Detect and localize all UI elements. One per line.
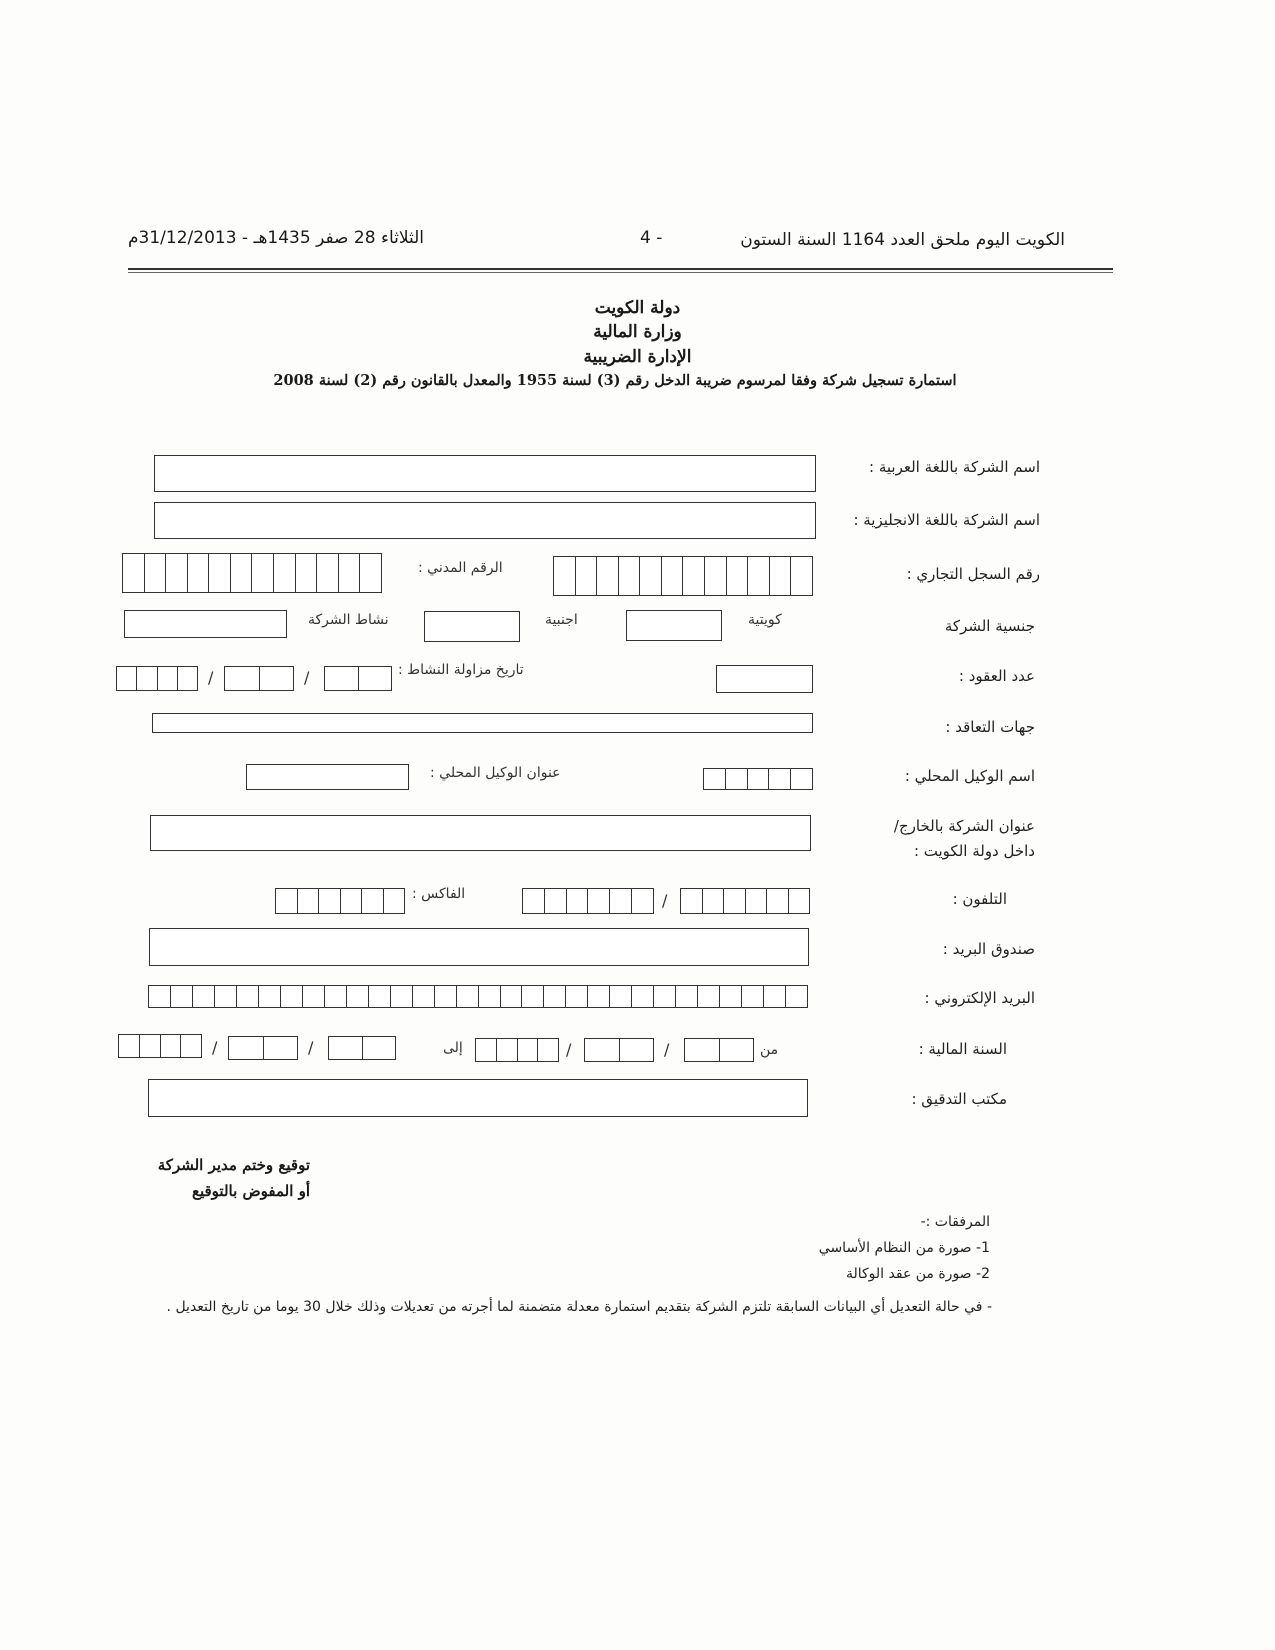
fiscal-from-year-cells[interactable] xyxy=(475,1038,559,1062)
local-agent-name-cells[interactable] xyxy=(703,768,813,790)
company-address-field[interactable] xyxy=(150,815,811,851)
date-separator: / xyxy=(208,668,214,687)
fiscal-to-day-cells[interactable] xyxy=(328,1036,396,1060)
signature-line-2: أو المفوض بالتوقيع xyxy=(191,1182,310,1200)
label-kuwaiti: كويتية xyxy=(748,612,782,628)
company-name-ar-field[interactable] xyxy=(154,455,816,492)
label-fiscal-year: السنة المالية : xyxy=(918,1040,1007,1058)
fiscal-to-month-cells[interactable] xyxy=(228,1036,298,1060)
date-separator: / xyxy=(212,1038,218,1057)
kuwaiti-checkbox[interactable] xyxy=(626,610,722,641)
label-fax: الفاكس : xyxy=(412,886,466,902)
title-department: الإدارة الضريبية xyxy=(583,347,692,367)
attachment-item-1: 1- صورة من النظام الأساسي xyxy=(818,1240,990,1256)
contracts-count-field[interactable] xyxy=(716,665,813,693)
attachment-item-2: 2- صورة من عقد الوكالة xyxy=(845,1266,990,1282)
date-separator: / xyxy=(566,1040,572,1059)
label-po-box: صندوق البريد : xyxy=(942,940,1035,958)
page-number: 4 - xyxy=(640,228,663,248)
commercial-register-cells[interactable] xyxy=(553,556,813,596)
signature-line-1: توقيع وختم مدير الشركة xyxy=(157,1156,310,1174)
gazette-header-date: الثلاثاء 28 صفر 1435هـ - 31/12/2013م xyxy=(128,228,425,248)
label-contracts-count: عدد العقود : xyxy=(958,667,1035,685)
date-separator: / xyxy=(304,668,310,687)
label-local-agent-name: اسم الوكيل المحلي : xyxy=(904,767,1035,785)
label-to: إلى xyxy=(443,1040,463,1056)
civil-number-cells[interactable] xyxy=(122,553,382,593)
phone-separator: / xyxy=(662,891,668,910)
label-commercial-register: رقم السجل التجاري : xyxy=(906,565,1040,583)
gazette-header-title: الكويت اليوم ملحق العدد 1164 السنة الستون xyxy=(740,230,1065,250)
title-ministry: وزارة المالية xyxy=(593,322,682,342)
company-activity-field[interactable] xyxy=(124,610,287,638)
company-name-en-field[interactable] xyxy=(154,502,816,539)
date-separator: / xyxy=(308,1038,314,1057)
activity-month-cells[interactable] xyxy=(224,666,294,691)
label-phone: التلفون : xyxy=(952,890,1007,908)
label-civil-number: الرقم المدني : xyxy=(418,560,503,576)
label-foreign: اجنبية xyxy=(545,612,578,628)
amendment-note: - في حالة التعديل أي البيانات السابقة تلتزم الشركة بتقديم استمارة معدلة متضمنة لما أجرته من تعديلات وذلك خلال 30 يوما من تاريخ التعديل . xyxy=(166,1299,992,1315)
label-company-nationality: جنسية الشركة xyxy=(944,617,1035,635)
phone-cells-right[interactable] xyxy=(680,888,810,914)
label-activity-start-date: تاريخ مزاولة النشاط : xyxy=(398,662,524,678)
local-agent-address-field[interactable] xyxy=(246,764,409,790)
label-company-address-2: داخل دولة الكويت : xyxy=(913,842,1035,860)
foreign-checkbox[interactable] xyxy=(424,611,520,642)
phone-cells-left[interactable] xyxy=(522,888,654,914)
label-local-agent-address: عنوان الوكيل المحلي : xyxy=(430,765,561,781)
label-from: من xyxy=(760,1042,779,1058)
header-rule-thin xyxy=(128,272,1113,273)
label-contracting-parties: جهات التعاقد : xyxy=(945,718,1035,736)
header-rule xyxy=(128,268,1113,270)
date-separator: / xyxy=(664,1040,670,1059)
contracting-parties-field[interactable] xyxy=(152,713,813,733)
po-box-field[interactable] xyxy=(149,928,809,966)
label-company-name-ar: اسم الشركة باللغة العربية : xyxy=(869,458,1040,476)
label-email: البريد الإلكتروني : xyxy=(924,989,1035,1007)
attachments-heading: المرفقات :- xyxy=(920,1214,990,1230)
label-company-name-en: اسم الشركة باللغة الانجليزية : xyxy=(853,511,1040,529)
label-company-address-1: عنوان الشركة بالخارج/ xyxy=(893,817,1035,835)
fiscal-to-year-cells[interactable] xyxy=(118,1034,202,1058)
fiscal-from-day-cells[interactable] xyxy=(684,1038,754,1062)
email-cells[interactable] xyxy=(148,985,808,1008)
audit-office-field[interactable] xyxy=(148,1079,808,1117)
label-company-activity: نشاط الشركة xyxy=(308,612,389,628)
fax-cells[interactable] xyxy=(275,888,405,914)
fiscal-from-month-cells[interactable] xyxy=(584,1038,654,1062)
form-title: استمارة تسجيل شركة وفقا لمرسوم ضريبة الدخل رقم (3) لسنة 1955 والمعدل بالقانون رقم (2) لسنة 2008 xyxy=(273,372,957,389)
activity-year-cells[interactable] xyxy=(116,666,198,691)
title-state: دولة الكويت xyxy=(594,298,681,318)
label-audit-office: مكتب التدقيق : xyxy=(911,1090,1007,1108)
activity-day-cells[interactable] xyxy=(324,666,392,691)
